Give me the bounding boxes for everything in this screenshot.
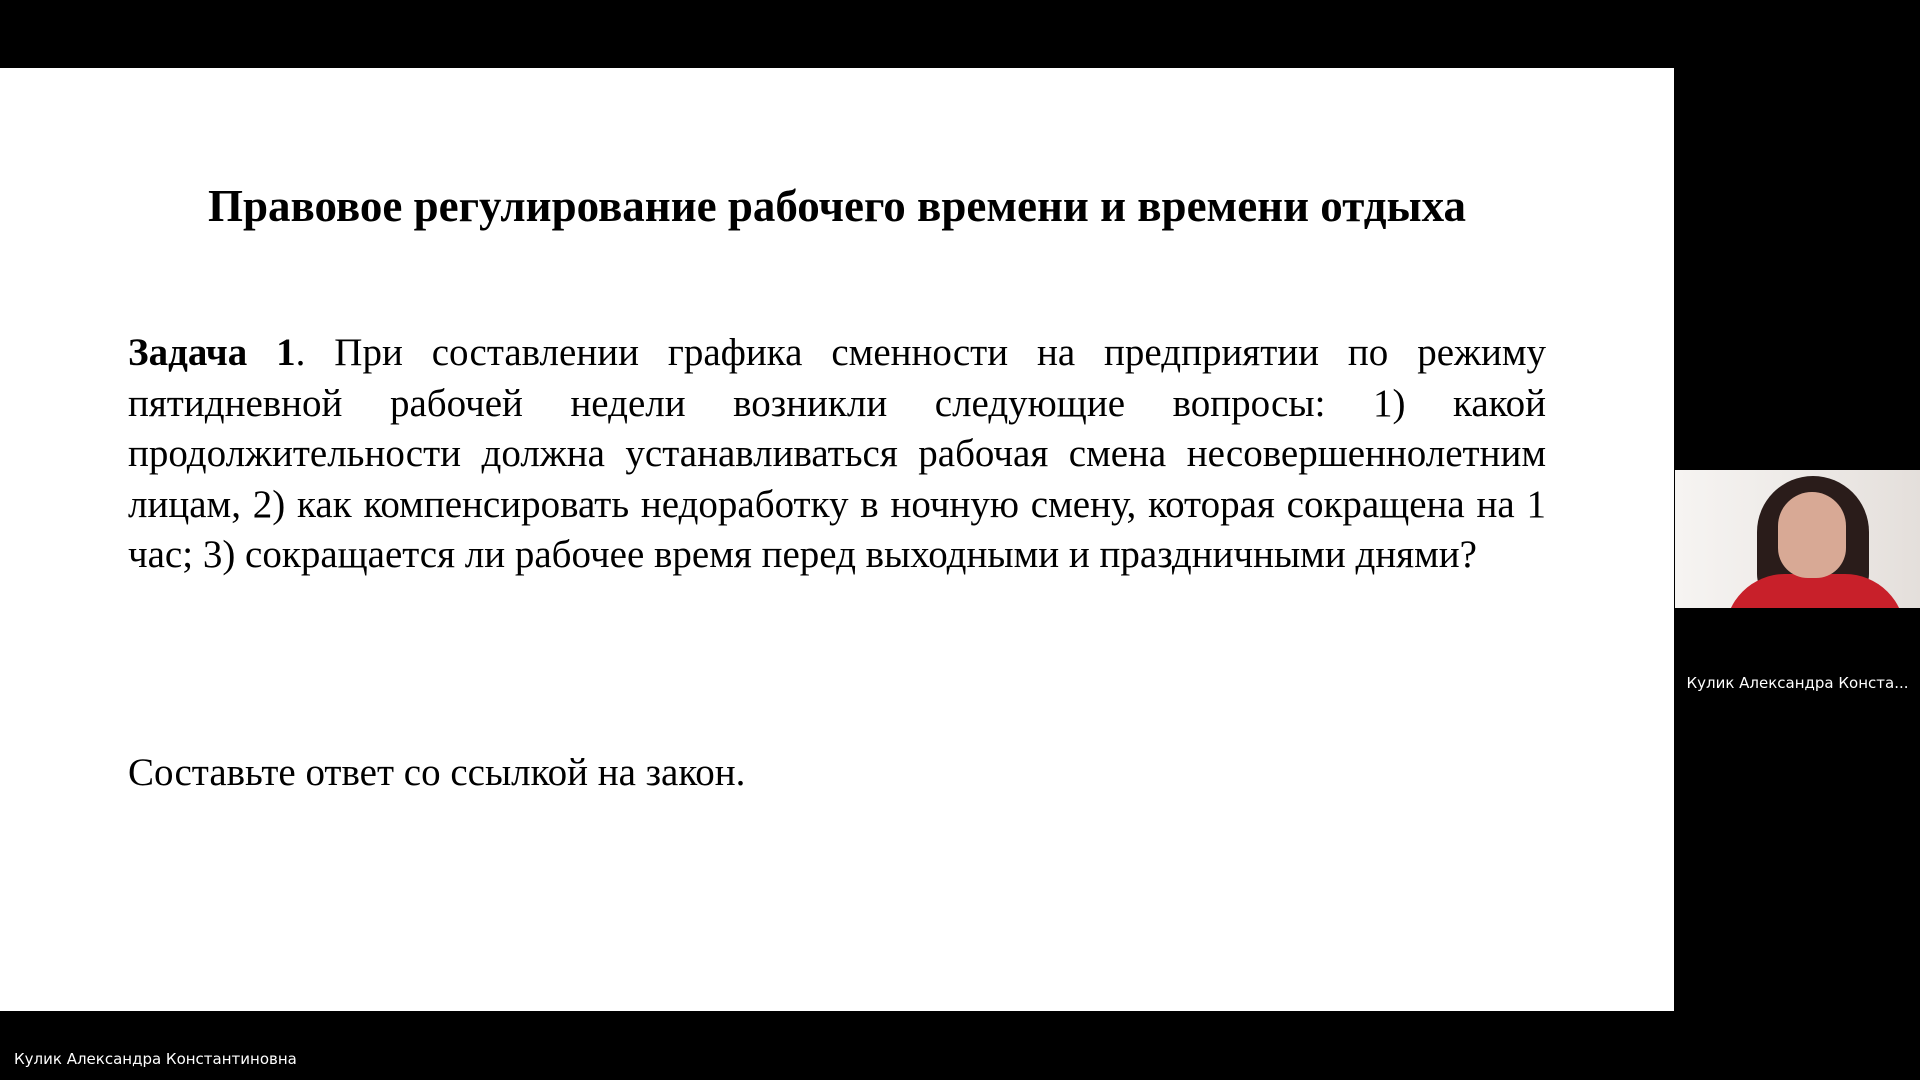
presenter-name-label: Кулик Александра Константиновна [14, 1050, 297, 1068]
video-person-face [1778, 492, 1846, 578]
slide-title: Правовое регулирование рабочего времени и времени отдыха [207, 181, 1467, 231]
shared-slide [0, 68, 1674, 1011]
instruction-text: Составьте ответ со ссылкой на закон. [128, 751, 746, 794]
task-label: Задача 1 [128, 331, 296, 374]
task-text: . При составлении графика сменности на предприятии по режиму пятидневной рабочей недели возникли следующие вопросы: 1) какой продолжительности должна устанавливаться рабочая смена несовершеннолетним лицам, 2) как компенсировать недоработку в ночную смену, которая сокращена на 1 час; 3) сокращается ли рабочее время перед выходными и праздничными днями? [128, 331, 1547, 576]
task-paragraph [128, 328, 1546, 581]
participant-name-label: Кулик Александра Конста... [1686, 674, 1909, 692]
participant-video-tile[interactable] [1675, 470, 1920, 608]
